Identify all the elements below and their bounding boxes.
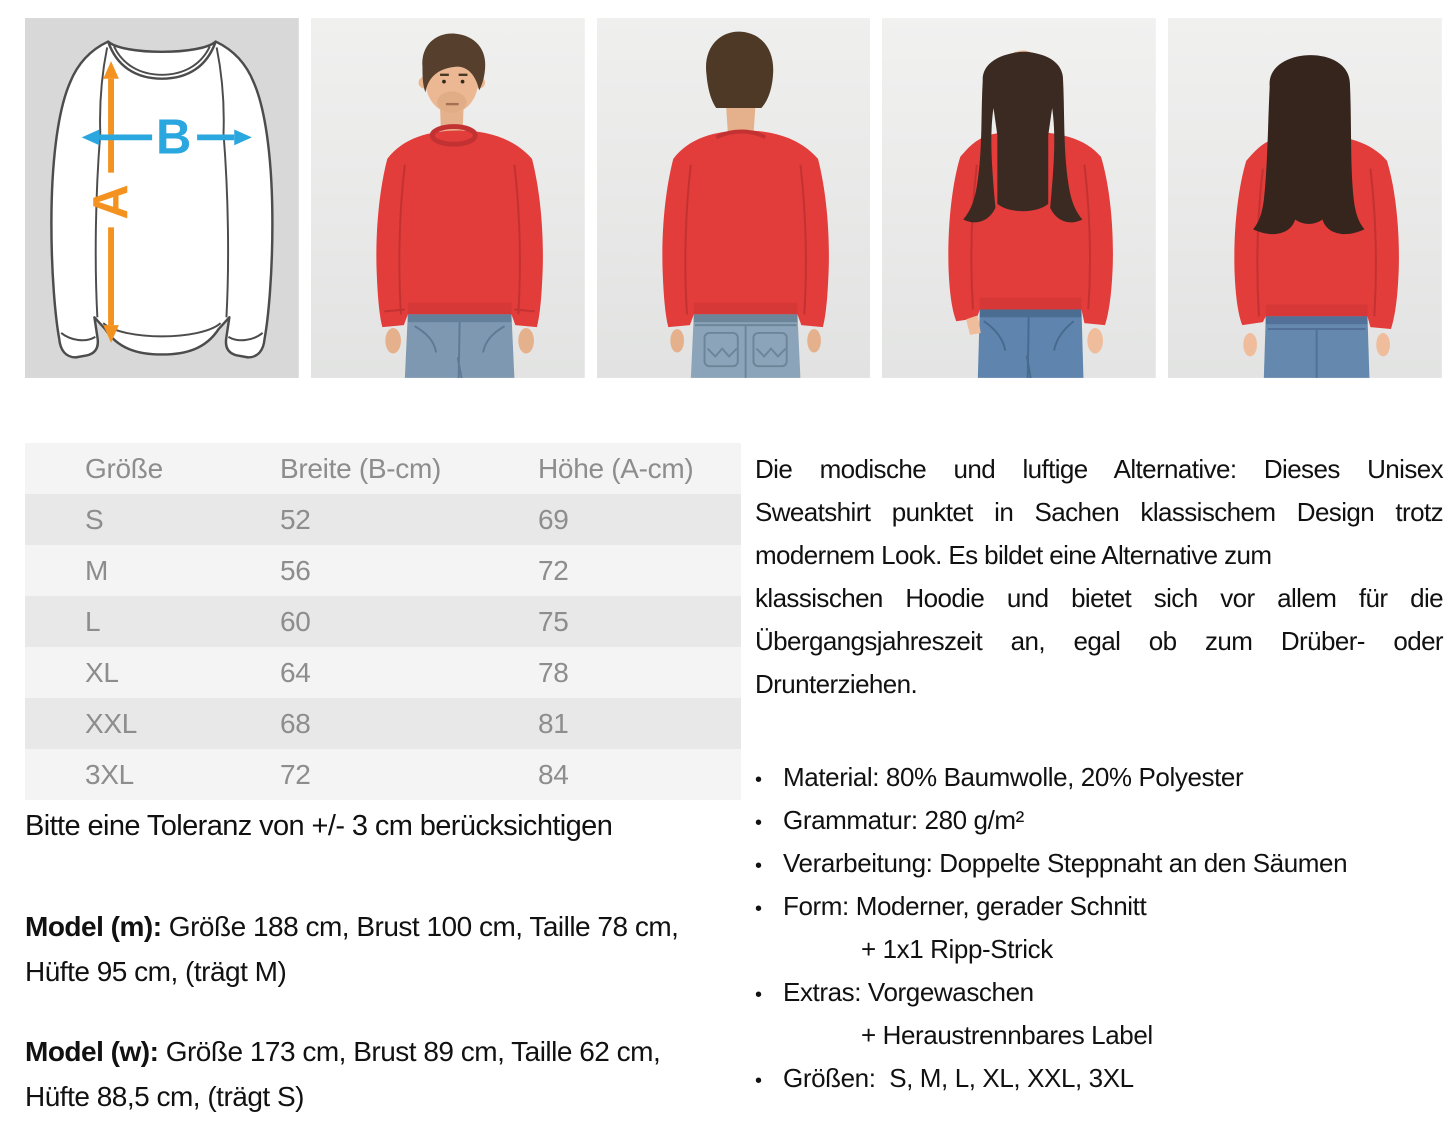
feature-text: + Heraustrennbares Label: [861, 1020, 1153, 1050]
table-row: [25, 494, 741, 545]
cell-width: 64: [280, 656, 311, 688]
photo-male-back: [597, 14, 871, 382]
size-diagram-image: [25, 14, 299, 382]
cell-width: 72: [280, 758, 311, 790]
cell-size: XL: [85, 656, 119, 688]
model-female-info: [25, 1029, 731, 1119]
model-male-info: [25, 904, 731, 994]
feature-item: [755, 885, 1443, 928]
feature-text: Material: 80% Baumwolle, 20% Polyester: [783, 762, 1244, 792]
cell-width: 68: [280, 707, 311, 739]
size-table: [25, 443, 741, 800]
cell-width: 52: [280, 503, 311, 535]
female-front-photo: [882, 14, 1156, 382]
feature-text: Extras: Vorgewaschen: [783, 977, 1034, 1007]
cell-size: XXL: [85, 707, 138, 739]
feature-text: Verarbeitung: Doppelte Steppnaht an den Säumen: [783, 848, 1348, 878]
size-table-header: [25, 443, 741, 494]
cell-height: 75: [538, 605, 569, 637]
bullet-icon: •: [755, 898, 762, 920]
table-row: [25, 749, 741, 800]
feature-text: Grammatur: 280 g/m²: [783, 805, 1024, 835]
model-female-label: Model (w):: [25, 1036, 159, 1067]
cell-size: M: [85, 554, 109, 586]
photo-female-front: [882, 14, 1156, 382]
cell-height: 78: [538, 656, 569, 688]
model-female-measurements: Größe 173 cm, Brust 89 cm, Taille 62 cm, Hüfte 88,5 cm, (trägt S): [25, 1036, 661, 1112]
description-line: Übergangsjahreszeit an, egal ob zum Drüber- oder: [755, 626, 1443, 656]
description-line: Die modische und luftige Alternative: Dieses Unisex: [755, 454, 1443, 484]
label-b: B: [155, 110, 192, 165]
feature-item: [755, 799, 1443, 842]
cell-width: 56: [280, 554, 311, 586]
cell-height: 84: [538, 758, 569, 790]
bullet-icon: •: [755, 1070, 762, 1092]
feature-item: [755, 1057, 1443, 1100]
cell-height: 81: [538, 707, 569, 739]
col-header-height: Höhe (A-cm): [538, 452, 694, 484]
feature-item-continuation: [755, 928, 1443, 971]
model-male-measurements: Größe 188 cm, Brust 100 cm, Taille 78 cm, Hüfte 95 cm, (trägt M): [25, 911, 679, 987]
table-row: [25, 545, 741, 596]
photo-female-back: [1168, 14, 1442, 382]
product-description: [755, 448, 1443, 706]
col-header-width: Breite (B-cm): [280, 452, 441, 484]
cell-height: 69: [538, 503, 569, 535]
bullet-icon: •: [755, 855, 762, 877]
table-row: [25, 596, 741, 647]
feature-list: [755, 756, 1443, 1100]
feature-item-continuation: [755, 1014, 1443, 1057]
tolerance-note: Bitte eine Toleranz von +/- 3 cm berücksichtigen: [25, 810, 613, 842]
feature-item: [755, 971, 1443, 1014]
male-back-photo: [597, 14, 871, 382]
cell-width: 60: [280, 605, 311, 637]
model-male-label: Model (m):: [25, 911, 162, 942]
cell-size: L: [85, 605, 101, 637]
label-a: A: [84, 184, 139, 220]
female-back-photo: [1168, 14, 1442, 382]
col-header-size: Größe: [85, 452, 163, 484]
feature-text: Größen: S, M, L, XL, XXL, 3XL: [783, 1063, 1134, 1093]
cell-height: 72: [538, 554, 569, 586]
photo-male-front: [311, 14, 585, 382]
bullet-icon: •: [755, 984, 762, 1006]
bullet-icon: •: [755, 769, 762, 791]
feature-text: Form: Moderner, gerader Schnitt: [783, 891, 1147, 921]
table-row: [25, 647, 741, 698]
description-line: Sweatshirt punktet in Sachen klassischem Design trotz: [755, 497, 1443, 527]
table-row: [25, 698, 741, 749]
male-front-photo: [311, 14, 585, 382]
description-line: klassischen Hoodie und bietet sich vor allem für die: [755, 583, 1443, 613]
cell-size: 3XL: [85, 758, 134, 790]
bullet-icon: •: [755, 812, 762, 834]
feature-item: [755, 756, 1443, 799]
feature-text: + 1x1 Ripp-Strick: [861, 934, 1053, 964]
size-diagram: [25, 14, 299, 382]
product-image-gallery: [25, 14, 1442, 382]
feature-item: [755, 842, 1443, 885]
cell-size: S: [85, 503, 104, 535]
description-line: Drunterziehen.: [755, 669, 918, 699]
description-line: modernem Look. Es bildet eine Alternative zum: [755, 540, 1272, 570]
